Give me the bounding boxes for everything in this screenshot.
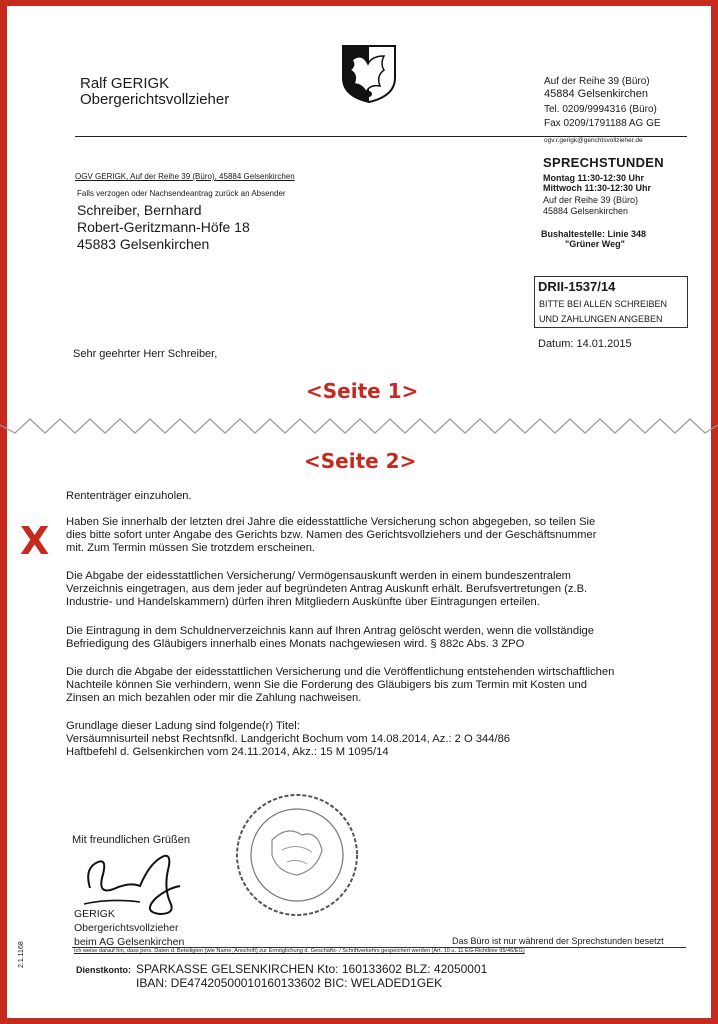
office-hours-line: Montag 11:30-12:30 Uhr	[543, 173, 645, 183]
state-crest-icon	[340, 44, 398, 104]
reference-note: UND ZAHLUNGEN ANGEBEN	[539, 314, 663, 324]
page-2-marker: <Seite 2>	[304, 449, 417, 473]
office-hours-place: Auf der Reihe 39 (Büro)	[543, 195, 639, 205]
page-1-marker: <Seite 1>	[306, 379, 419, 403]
body-line: Die Eintragung in dem Schuldnerverzeichnis kann auf Ihren Antrag gelöscht werden, wenn die vollständige	[66, 625, 594, 637]
sender-name: Ralf GERIGK	[80, 75, 170, 92]
office-phone: Tel. 0209/9994316 (Büro)	[544, 104, 657, 115]
body-line: Die Abgabe der eidesstattlichen Versicherung/ Vermögensauskunft werden in einem bundeszentralem	[66, 570, 571, 582]
return-address: OGV GERIGK, Auf der Reihe 39 (Büro), 45884 Gelsenkirchen	[75, 172, 295, 181]
header-divider	[75, 136, 687, 137]
page-tear-divider	[0, 405, 718, 445]
body-line: Verzeichnis eingetragen, aus dem jeder auf begründeten Antrag Auskunft erhält. Berufsvertretungen (z.B.	[66, 583, 588, 595]
body-line: mit. Zum Termin müssen Sie trotzdem erscheinen.	[66, 542, 316, 554]
sender-role: Obergerichtsvollzieher	[80, 91, 230, 108]
office-address-line: Auf der Reihe 39 (Büro)	[544, 76, 650, 87]
account-label: Dienstkonto:	[76, 965, 131, 975]
recipient-street: Robert-Geritzmann-Höfe 18	[77, 219, 250, 235]
office-hours-title: SPRECHSTUNDEN	[543, 155, 664, 170]
recipient-name: Schreiber, Bernhard	[77, 202, 202, 218]
bus-stop-name: "Grüner Weg"	[565, 239, 625, 249]
office-hours-line: Mittwoch 11:30-12:30 Uhr	[543, 183, 652, 193]
office-address-line: 45884 Gelsenkirchen	[544, 88, 648, 100]
closing-greeting: Mit freundlichen Grüßen	[72, 834, 190, 846]
x-mark: X	[20, 519, 50, 563]
signer-court: beim AG Gelsenkirchen	[74, 936, 185, 948]
office-note: Das Büro ist nur während der Sprechstunden besetzt	[452, 936, 664, 946]
forward-note: Falls verzogen oder Nachsendeantrag zurück an Absender	[77, 189, 286, 198]
office-email: ogv.r.gerigk@gerichtsvollzieher.de	[544, 137, 643, 144]
body-line: Industrie- und Handelskammern) dürfen ihren Mitgliedern Auskünfte über Eintragungen erteilen.	[66, 596, 540, 608]
office-hours-place: 45884 Gelsenkirchen	[543, 206, 629, 216]
bus-stop: Bushaltestelle: Linie 348	[541, 229, 647, 239]
office-fax: Fax 0209/1791188 AG GE	[544, 118, 661, 129]
signer-role: Obergerichtsvollzieher	[74, 922, 179, 934]
reference-note: BITTE BEI ALLEN SCHREIBEN	[539, 299, 668, 309]
privacy-note: Ich weise darauf hin, dass pers. Daten d. Beteiligten (wie Name, Anschrift) zur Ermöglichung d. Geschäfts- / Schriftverkehrs gespeichert werden (Art. 10 u. 11 EG-Richtlinie 95/46/EG)	[74, 948, 525, 954]
letter-date: Datum: 14.01.2015	[538, 338, 632, 350]
title-heading: Grundlage dieser Ladung sind folgende(r) Titel:	[66, 720, 300, 732]
recipient-city: 45883 Gelsenkirchen	[77, 236, 210, 252]
form-code: 2.1.1168	[18, 941, 25, 968]
body-line: Befriedigung des Gläubigers innerhalb eines Monats nachgewiesen wird. § 882c Abs. 3 ZPO	[66, 638, 525, 650]
title-line: Versäumnisurteil nebst Rechtsnfkl. Landgericht Bochum vom 14.08.2014, Az.: 2 O 344/86	[66, 733, 511, 745]
body-line: Haben Sie innerhalb der letzten drei Jahre die eidesstattliche Versicherung schon abgegeben, so teilen Sie	[66, 516, 596, 528]
signer-name: GERIGK	[74, 908, 115, 920]
reference-number: DRII-1537/14	[538, 279, 616, 294]
official-seal-icon	[232, 790, 362, 920]
body-paragraph: Rententräger einzuholen.	[66, 490, 192, 502]
body-line: Die durch die Abgabe der eidesstattlichen Versicherung und die Veröffentlichung entstehenden wirtschaftlichen	[66, 666, 615, 678]
body-line: Nachteile können Sie verhindern, wenn Sie die Forderung des Gläubigers bis zum Termin mit Kosten und	[66, 679, 587, 691]
title-line: Haftbefehl d. Gelsenkirchen vom 24.11.2014, Akz.: 15 M 1095/14	[66, 746, 389, 758]
body-line: Zinsen an mich bezahlen oder mir die Zahlung nachweisen.	[66, 692, 362, 704]
body-line: dies bitte sofort unter Angabe des Gerichts bzw. Namen des Gerichtsvollziehers und der Geschäftsnummer	[66, 529, 597, 541]
bank-account: SPARKASSE GELSENKIRCHEN Kto: 160133602 BLZ: 42050001	[136, 962, 488, 976]
bank-iban: IBAN: DE47420500010160133602 BIC: WELADED1GEK	[136, 976, 443, 990]
salutation: Sehr geehrter Herr Schreiber,	[73, 348, 218, 360]
